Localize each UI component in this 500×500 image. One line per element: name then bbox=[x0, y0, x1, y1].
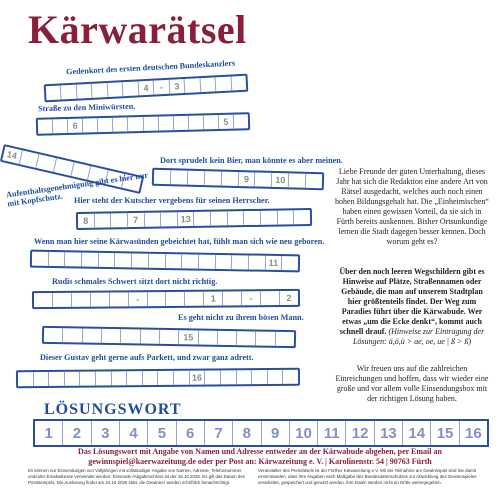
solution-cell[interactable]: 15 bbox=[431, 421, 459, 445]
letter-number: 11 bbox=[268, 257, 279, 268]
submission-line-1: Das Lösungswort mit Angabe von Namen und Adresse entweder an der Kärwabude abgeben, per Email an bbox=[78, 447, 442, 456]
solution-cell[interactable]: 14 bbox=[403, 421, 431, 445]
fineprint-left: Es können nur Einsendungen von Volljährigen mit vollständiger Angabe von Namen, Adresse, Telefonnummer und/oder Emailadresse verwendet werden. Einsende-/Abgabeschluss ist der 15.10.2025. Es gilt das Datum des Poststempels. Die Auslosung findet am 24.10.2025 statt, die Gewinner werden schriftlich benachrichtigt. bbox=[28, 468, 245, 485]
solution-cell[interactable]: 4 bbox=[120, 421, 148, 445]
letter-number: 8 bbox=[83, 215, 89, 226]
solution-cell[interactable]: 12 bbox=[346, 421, 374, 445]
solution-cell[interactable]: 10 bbox=[290, 421, 318, 445]
solution-cell[interactable]: 8 bbox=[233, 421, 261, 445]
answer-strip-2[interactable] bbox=[36, 112, 250, 136]
clue-4: Dort sprudelt kein Bier, man könnte es aber meinen. bbox=[160, 156, 343, 165]
solution-title: LÖSUNGSWORT bbox=[44, 401, 182, 418]
clue-1: Gedenkort des ersten deutschen Bundeskanzlers bbox=[65, 58, 236, 77]
solution-cell[interactable]: 2 bbox=[63, 421, 91, 445]
solution-cell[interactable]: 16 bbox=[465, 424, 482, 442]
letter-number: 4 bbox=[143, 82, 149, 94]
solution-cell[interactable]: 11 bbox=[318, 421, 346, 445]
answer-strip-4[interactable] bbox=[152, 168, 324, 190]
letter-number: 3 bbox=[174, 81, 180, 92]
solution-cell[interactable]: 6 bbox=[177, 421, 205, 445]
entry-note: (Hinweise zur Eintragung der Lösungen: ä,ö,ü > ae, oe, ue | ß > ß) bbox=[352, 327, 485, 346]
clue-7: Rudis schmales Schwert sitzt dort nicht richtig. bbox=[52, 277, 218, 286]
letter-number: 6 bbox=[72, 120, 78, 131]
instructions-paragraph bbox=[334, 267, 490, 347]
answer-strip-5[interactable] bbox=[76, 208, 312, 230]
solution-grid[interactable] bbox=[33, 419, 489, 447]
clue-6: Wenn man hier seine Kärwasünden gebeichtet hat, fühlt man sich wie neu geboren. bbox=[34, 237, 325, 246]
clue-9: Dieser Gustav geht gerne aufs Parkett, und zwar ganz adrett. bbox=[40, 353, 254, 362]
letter-number: 7 bbox=[133, 214, 139, 226]
submission-line-2: gewinnspiel@kaerwazeitung.de oder per Post an: Kärwazeitung e. V. | Karolinenstr. 54 | 90763 Fürth bbox=[88, 457, 432, 466]
letter-number: 15 bbox=[183, 332, 194, 343]
clue-2: Straße zu den Miniwürsten. bbox=[37, 101, 136, 114]
letter-number: 16 bbox=[191, 372, 203, 383]
solution-cell[interactable]: 7 bbox=[205, 421, 233, 445]
hyphen-marker: - bbox=[136, 294, 140, 305]
letter-number: 14 bbox=[5, 149, 18, 162]
solution-cell[interactable]: 5 bbox=[148, 421, 176, 445]
hyphen-marker: - bbox=[249, 293, 253, 304]
closing-paragraph: Wir freuen uns auf die zahlreichen Einreichungen und hoffen, dass wir wieder eine große und vor allem volle Einsendungsbox mit der richtigen Lösung haben. bbox=[335, 364, 489, 403]
fineprint-right: Veranstalter des Preisrätsels ist der Fürther Kärwazeitung e.V. Mit der Teilnahme am Gewinnspiel sind Sie damit einverstanden, dass Ihre Angaben nach Maßgabe des Bundesdatenschutzes zur Abwicklung des Gewinnspieles verarbeitet, gespeichert und genutzt werden. Ihre Daten werden nicht an Dritte weitergegeben. bbox=[258, 468, 477, 485]
answer-strip-1[interactable] bbox=[44, 74, 249, 103]
intro-paragraph: Liebe Freunde der guten Unterhaltung, dieses Jahr hat sich die Redaktion eine andere Art von Rätsel ausgedacht, welches auch noch einen hohen Bildungsgehalt hat. Die „Einheimischen“ haben einen gewissen Vorteil, da sie sich in Fürth bereits auskennen. Bisher Ortsunkundige lernen die Stadt dagegen besser kennen. Doch worum geht es? bbox=[335, 167, 489, 246]
solution-cell[interactable]: 13 bbox=[375, 421, 403, 445]
submission-info bbox=[50, 447, 470, 467]
answer-strip-8[interactable] bbox=[42, 326, 296, 348]
hyphen-marker: - bbox=[159, 82, 164, 93]
solution-cell[interactable]: 9 bbox=[262, 421, 290, 445]
clue-8: Es geht nicht zu ihrem bösen Mann. bbox=[178, 313, 304, 322]
clue-3: Aufenthaltsgenehmigung gibt es hier nur mit Kopfschutz. bbox=[5, 170, 149, 209]
solution-cell[interactable]: 1 bbox=[35, 421, 63, 445]
letter-number: 5 bbox=[223, 116, 229, 127]
page-title: Kärwarätsel bbox=[28, 7, 247, 52]
answer-strip-9[interactable] bbox=[16, 368, 300, 388]
letter-number: 2 bbox=[286, 292, 292, 303]
letter-number: 1 bbox=[210, 293, 216, 304]
instructions-text: Über den noch leeren Wegschildern gibt es Hinweise auf Plätze, Straßennamen oder Gebäude, die man auf unserem Stadtplan hier größtenteils findet. Der Weg zum Paradies führt über die Kärwabude. Wer etwas „um die Ecke denkt“, kommt auch schnell drauf. bbox=[339, 267, 485, 336]
answer-strip-7[interactable] bbox=[32, 289, 300, 309]
letter-number: 10 bbox=[275, 174, 286, 186]
solution-cell[interactable]: 3 bbox=[92, 421, 120, 445]
letter-number: 9 bbox=[243, 174, 250, 185]
clue-5: Hier steht der Kutscher vergebens für seinen Herrscher. bbox=[74, 196, 270, 205]
answer-strip-6[interactable] bbox=[30, 250, 300, 273]
letter-number: 13 bbox=[180, 214, 191, 225]
